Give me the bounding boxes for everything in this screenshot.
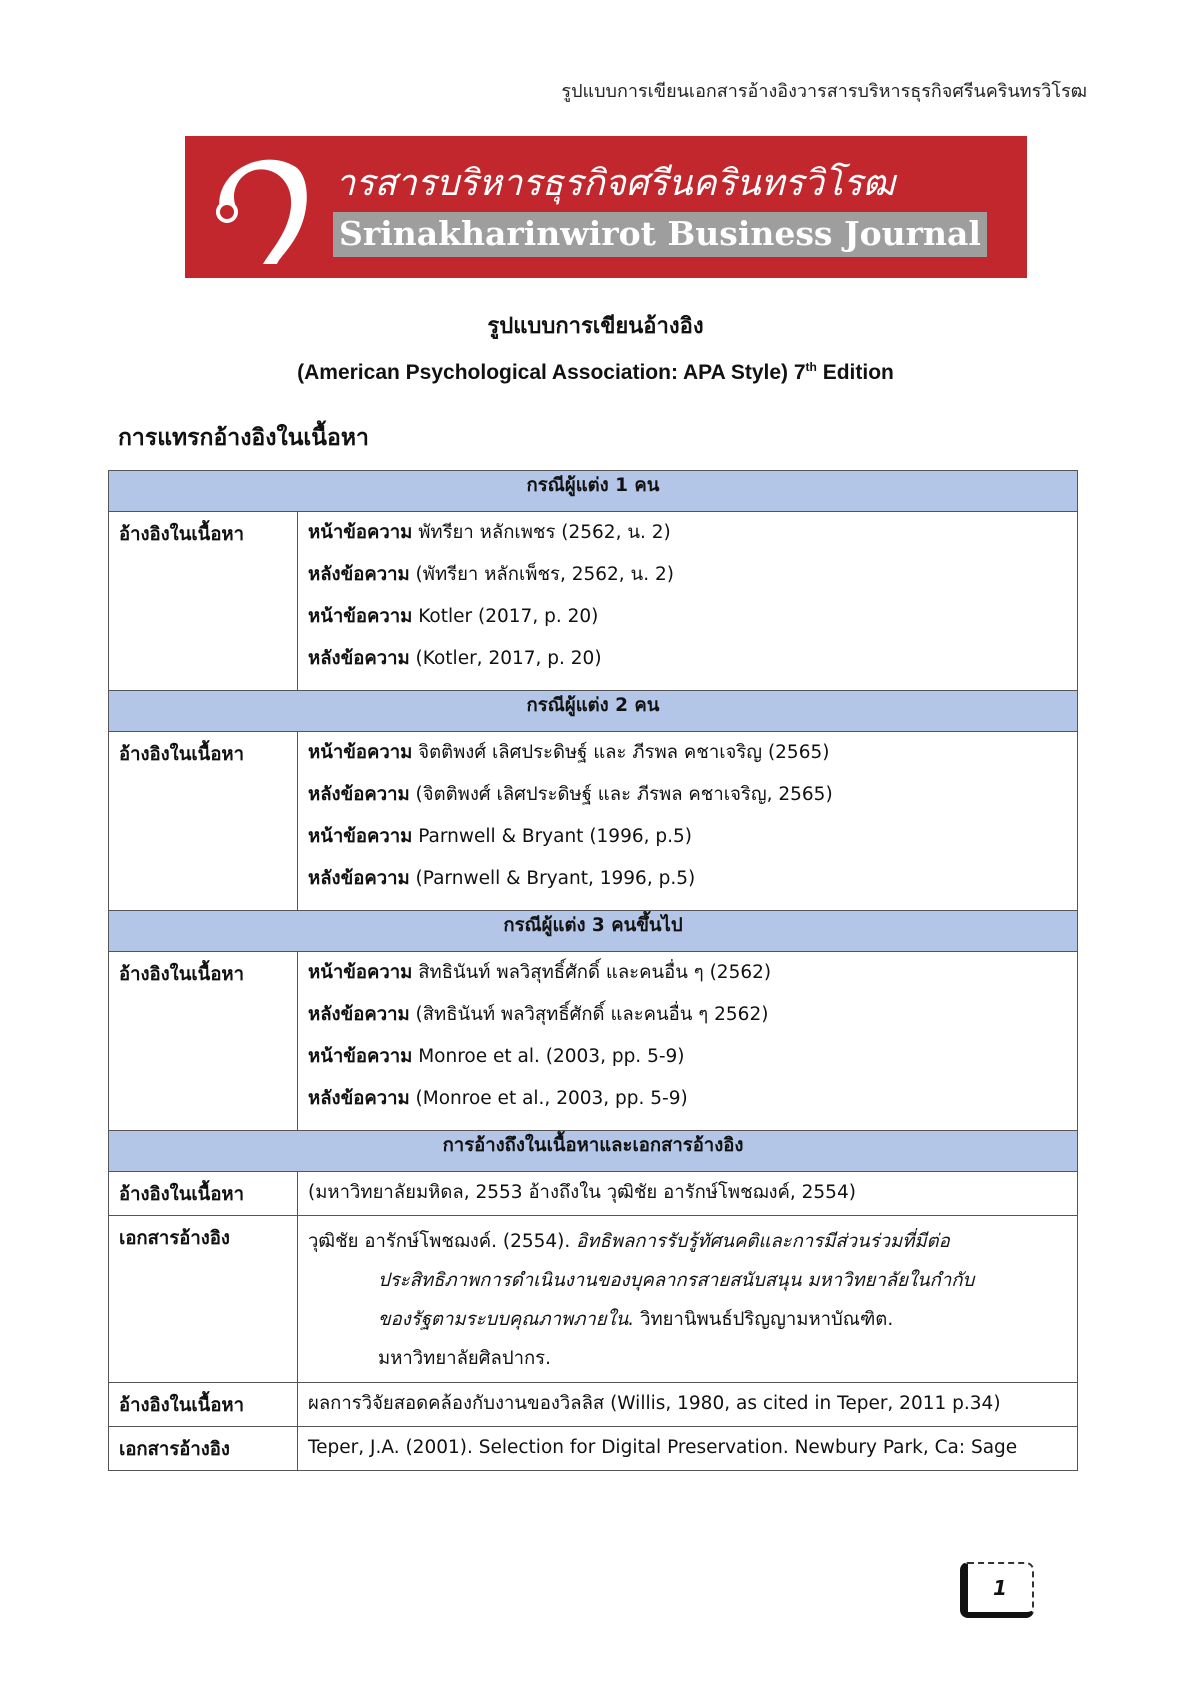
citation-line — [308, 1000, 1067, 1042]
citation-line — [308, 602, 1067, 644]
page-number: 1 — [960, 1562, 1034, 1618]
case-header: กรณีผู้แต่ง 1 คน — [109, 471, 1078, 512]
table-row — [109, 1172, 1078, 1216]
reference-line: มหาวิทยาลัยศิลปากร. — [378, 1348, 551, 1369]
citation-text: Monroe et al. (2003, pp. 5-9) — [412, 1046, 685, 1067]
banner-english-title: Srinakharinwirot Business Journal — [333, 212, 987, 257]
citation-text: (Parnwell & Bryant, 1996, p.5) — [409, 868, 696, 889]
row-label: อ้างอิงในเนื้อหา — [109, 512, 298, 691]
citation-line — [308, 1084, 1067, 1126]
row-content — [298, 1427, 1078, 1471]
case-header: กรณีผู้แต่ง 3 คนขึ้นไป — [109, 911, 1078, 952]
citation-prefix: หน้าข้อความ — [308, 1046, 413, 1067]
row-content — [298, 1383, 1078, 1427]
row-label: อ้างอิงในเนื้อหา — [109, 732, 298, 911]
citation-prefix: หน้าข้อความ — [308, 826, 413, 847]
document-subtitle — [0, 360, 1191, 385]
row-label: เอกสารอ้างอิง — [109, 1427, 298, 1471]
reference-line — [308, 1261, 1067, 1300]
citation-table — [108, 470, 1078, 1471]
row-content — [298, 1172, 1078, 1216]
table-row — [109, 732, 1078, 911]
citation-text: (Kotler, 2017, p. 20) — [409, 648, 602, 669]
citation-line — [308, 560, 1067, 602]
citation-prefix: หน้าข้อความ — [308, 962, 413, 983]
reference-line — [308, 1222, 1067, 1261]
citation-text: สิทธินันท์ พลวิสุทธิ์ศักดิ์ และคนอื่น ๆ (2562) — [412, 962, 772, 983]
reference-title: อิทธิพลการรับรู้ทัศนคติและการมีส่วนร่วมที่มีต่อ — [576, 1231, 950, 1252]
citation-prefix: หน้าข้อความ — [308, 606, 413, 627]
citation-text: จิตติพงศ์ เลิศประดิษฐ์ และ ภีรพล คชาเจริญ (2565) — [412, 742, 830, 763]
citation-text: Kotler (2017, p. 20) — [412, 606, 599, 627]
citation-line — [308, 822, 1067, 864]
case-header-row — [109, 911, 1078, 952]
journal-banner — [185, 136, 1027, 278]
citation-prefix: หลังข้อความ — [308, 868, 410, 889]
case-header-row — [109, 471, 1078, 512]
reference-author: วุฒิชัย อารักษ์โพชฌงค์. (2554). — [308, 1231, 577, 1252]
citation-line — [308, 738, 1067, 780]
case-header: การอ้างถึงในเนื้อหาและเอกสารอ้างอิง — [109, 1131, 1078, 1172]
document-title: รูปแบบการเขียนอ้างอิง — [487, 314, 704, 339]
subtitle-tail: Edition — [816, 361, 894, 384]
table-row — [109, 1427, 1078, 1471]
banner-thai-title: ารสารบริหารธุรกิจศรีนครินทรวิโรฒ — [335, 163, 896, 204]
reference-title: ประสิทธิภาพการดำเนินงานของบุคลากรสายสนับสนุน มหาวิทยาลัยในกำกับ — [378, 1270, 975, 1291]
reference-line — [308, 1300, 1067, 1339]
citation-line — [308, 644, 1067, 686]
row-content — [298, 512, 1078, 691]
case-header-row — [109, 691, 1078, 732]
citation-line — [308, 864, 1067, 906]
citation-text: (Monroe et al., 2003, pp. 5-9) — [409, 1088, 688, 1109]
citation-text: (พัทรียา หลักเพ็ชร, 2562, น. 2) — [409, 564, 674, 585]
row-content — [298, 732, 1078, 911]
citation-prefix: หลังข้อความ — [308, 1004, 410, 1025]
section-heading: การแทรกอ้างอิงในเนื้อหา — [118, 425, 369, 451]
row-label: อ้างอิงในเนื้อหา — [109, 1172, 298, 1216]
citation-line — [308, 518, 1067, 560]
citation-prefix: หลังข้อความ — [308, 564, 410, 585]
citation-text: Teper, J.A. (2001). Selection for Digital Preservation. Newbury Park, Ca: Sage — [308, 1437, 1018, 1458]
citation-prefix: หน้าข้อความ — [308, 742, 413, 763]
row-label: อ้างอิงในเนื้อหา — [109, 1383, 298, 1427]
running-header: รูปแบบการเขียนเอกสารอ้างอิงวารสารบริหารธุรกิจศรีนครินทรวิโรฒ — [561, 81, 1087, 102]
reference-title: ของรัฐตามระบบคุณภาพภายใน. — [378, 1309, 635, 1330]
reference-entry — [298, 1216, 1078, 1383]
table-row — [109, 1216, 1078, 1383]
subtitle-main: (American Psychological Association: APA Style) 7 — [297, 361, 806, 384]
citation-prefix: หน้าข้อความ — [308, 522, 413, 543]
citation-text: (จิตติพงศ์ เลิศประดิษฐ์ และ ภีรพล คชาเจริญ, 2565) — [409, 784, 833, 805]
journal-logo-icon — [199, 146, 319, 266]
citation-line — [308, 1042, 1067, 1084]
citation-text: ผลการวิจัยสอดคล้องกับงานของวิลลิส (Willis, 1980, as cited in Teper, 2011 p.34) — [308, 1393, 1001, 1414]
table-row — [109, 952, 1078, 1131]
row-label: อ้างอิงในเนื้อหา — [109, 952, 298, 1131]
row-content — [298, 952, 1078, 1131]
citation-prefix: หลังข้อความ — [308, 784, 410, 805]
citation-text: พัทรียา หลักเพชร (2562, น. 2) — [412, 522, 671, 543]
citation-prefix: หลังข้อความ — [308, 1088, 410, 1109]
row-label: เอกสารอ้างอิง — [109, 1216, 298, 1383]
case-header-row — [109, 1131, 1078, 1172]
citation-line — [308, 780, 1067, 822]
citation-prefix: หลังข้อความ — [308, 648, 410, 669]
reference-type: วิทยานิพนธ์ปริญญามหาบัณฑิต. — [634, 1309, 894, 1330]
citation-text: Parnwell & Bryant (1996, p.5) — [412, 826, 692, 847]
subtitle-superscript: th — [805, 360, 817, 374]
table-row — [109, 512, 1078, 691]
table-row — [109, 1383, 1078, 1427]
citation-line — [308, 958, 1067, 1000]
citation-text: (สิทธินันท์ พลวิสุทธิ์ศักดิ์ และคนอื่น ๆ 2562) — [409, 1004, 769, 1025]
case-header: กรณีผู้แต่ง 2 คน — [109, 691, 1078, 732]
citation-text: (มหาวิทยาลัยมหิดล, 2553 อ้างถึงใน วุฒิชัย อารักษ์โพชฌงค์, 2554) — [308, 1182, 856, 1203]
